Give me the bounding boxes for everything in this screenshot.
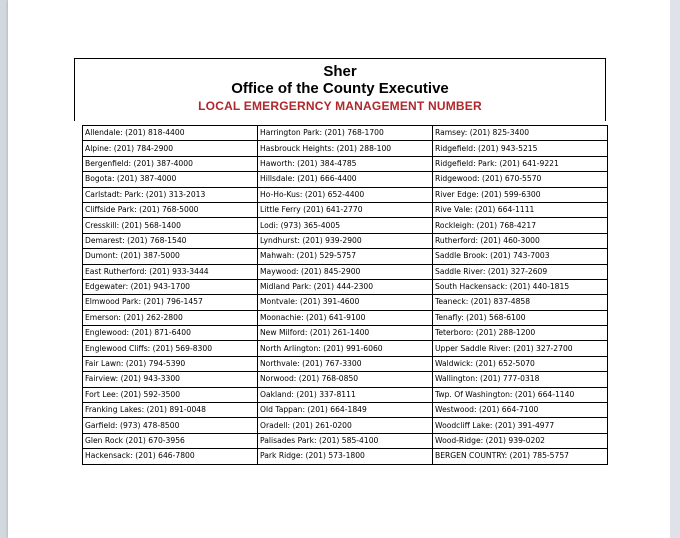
contact-cell: Teterboro: (201) 288-1200 — [433, 326, 608, 341]
table-row — [83, 387, 608, 402]
viewer-right-gutter — [670, 0, 680, 538]
contact-cell: Waldwick: (201) 652-5070 — [433, 356, 608, 371]
contact-cell: Rive Vale: (201) 664-1111 — [433, 202, 608, 217]
contact-cell: Alpine: (201) 784-2900 — [83, 141, 258, 156]
table-row — [83, 433, 608, 448]
contact-cell: Montvale: (201) 391-4600 — [258, 295, 433, 310]
contact-cell: Norwood: (201) 768-0850 — [258, 372, 433, 387]
header-subtitle: LOCAL EMERGERNCY MANAGEMENT NUMBER — [198, 99, 482, 113]
contact-cell: Ho-Ho-Kus: (201) 652-4400 — [258, 187, 433, 202]
contact-cell: Oradell: (201) 261-0200 — [258, 418, 433, 433]
contact-cell: Fort Lee: (201) 592-3500 — [83, 387, 258, 402]
contact-cell: Cliffside Park: (201) 768-5000 — [83, 202, 258, 217]
contact-cell: Ramsey: (201) 825-3400 — [433, 126, 608, 141]
table-row — [83, 403, 608, 418]
contact-cell: Emerson: (201) 262-2800 — [83, 310, 258, 325]
contact-cell: Woodcliff Lake: (201) 391-4977 — [433, 418, 608, 433]
table-row — [83, 449, 608, 464]
contact-cell: Teaneck: (201) 837-4858 — [433, 295, 608, 310]
table-row — [83, 356, 608, 371]
contact-cell: East Rutherford: (201) 933-3444 — [83, 264, 258, 279]
contact-cell: Cresskill: (201) 568-1400 — [83, 218, 258, 233]
contact-cell: Lodi: (973) 365-4005 — [258, 218, 433, 233]
table-row — [83, 187, 608, 202]
table-row — [83, 310, 608, 325]
contact-cell: Tenafly: (201) 568-6100 — [433, 310, 608, 325]
table-row — [83, 202, 608, 217]
table-row — [83, 233, 608, 248]
contact-cell: Rockleigh: (201) 768-4217 — [433, 218, 608, 233]
contact-cell: Wood-Ridge: (201) 939-0202 — [433, 433, 608, 448]
contact-cell: Lyndhurst: (201) 939-2900 — [258, 233, 433, 248]
contact-cell: Midland Park: (201) 444-2300 — [258, 279, 433, 294]
contact-cell: Ridgefield: (201) 943-5215 — [433, 141, 608, 156]
table-row — [83, 126, 608, 141]
table-row — [83, 372, 608, 387]
contact-cell: Rutherford: (201) 460-3000 — [433, 233, 608, 248]
table-row — [83, 279, 608, 294]
contact-cell: Englewood: (201) 871-6400 — [83, 326, 258, 341]
contact-cell: Palisades Park: (201) 585-4100 — [258, 433, 433, 448]
contact-cell: Mahwah: (201) 529-5757 — [258, 249, 433, 264]
header-name: Sher — [323, 63, 357, 80]
contact-cell: Haworth: (201) 384-4785 — [258, 156, 433, 171]
contact-cell: Westwood: (201) 664-7100 — [433, 403, 608, 418]
contact-cell: Upper Saddle River: (201) 327-2700 — [433, 341, 608, 356]
contact-cell: Glen Rock (201) 670-3956 — [83, 433, 258, 448]
contact-cell: BERGEN COUNTRY: (201) 785-5757 — [433, 449, 608, 464]
contact-cell: Franking Lakes: (201) 891-0048 — [83, 403, 258, 418]
contact-cell: Park Ridge: (201) 573-1800 — [258, 449, 433, 464]
contact-cell: Englewood Cliffs: (201) 569-8300 — [83, 341, 258, 356]
table-row — [83, 264, 608, 279]
contact-cell: Twp. Of Washington: (201) 664-1140 — [433, 387, 608, 402]
contact-cell: Fair Lawn: (201) 794-5390 — [83, 356, 258, 371]
contact-cell: South Hackensack: (201) 440-1815 — [433, 279, 608, 294]
table-row — [83, 218, 608, 233]
contact-cell: Northvale: (201) 767-3300 — [258, 356, 433, 371]
contact-cell: Ridgewood: (201) 670-5570 — [433, 172, 608, 187]
contact-cell: Bogota: (201) 387-4000 — [83, 172, 258, 187]
table-row — [83, 141, 608, 156]
contact-cell: Oakland: (201) 337-8111 — [258, 387, 433, 402]
contact-cell: Hackensack: (201) 646-7800 — [83, 449, 258, 464]
table-row — [83, 341, 608, 356]
table-row — [83, 418, 608, 433]
contact-cell: Saddle River: (201) 327-2609 — [433, 264, 608, 279]
contact-cell: Old Tappan: (201) 664-1849 — [258, 403, 433, 418]
contact-cell: Garfield: (973) 478-8500 — [83, 418, 258, 433]
contact-cell: Demarest: (201) 768-1540 — [83, 233, 258, 248]
contact-cell: Carlstadt: Park: (201) 313-2013 — [83, 187, 258, 202]
document-header — [74, 58, 606, 121]
emergency-contacts-table — [82, 125, 608, 465]
table-row — [83, 326, 608, 341]
contact-cell: North Arlington: (201) 991-6060 — [258, 341, 433, 356]
table-row — [83, 249, 608, 264]
contact-cell: Moonachie: (201) 641-9100 — [258, 310, 433, 325]
contact-cell: Saddle Brook: (201) 743-7003 — [433, 249, 608, 264]
contact-cell: Fairview: (201) 943-3300 — [83, 372, 258, 387]
table-row — [83, 172, 608, 187]
contact-cell: Allendale: (201) 818-4400 — [83, 126, 258, 141]
contact-cell: Ridgefield: Park: (201) 641-9221 — [433, 156, 608, 171]
table-row — [83, 156, 608, 171]
table-row — [83, 295, 608, 310]
contact-cell: Dumont: (201) 387-5000 — [83, 249, 258, 264]
contact-cell: Little Ferry (201) 641-2770 — [258, 202, 433, 217]
contact-cell: Edgewater: (201) 943-1700 — [83, 279, 258, 294]
contact-cell: Harrington Park: (201) 768-1700 — [258, 126, 433, 141]
header-office: Office of the County Executive — [231, 80, 449, 97]
contact-cell: Bergenfield: (201) 387-4000 — [83, 156, 258, 171]
contact-cell: New Milford: (201) 261-1400 — [258, 326, 433, 341]
contact-cell: River Edge: (201) 599-6300 — [433, 187, 608, 202]
contact-cell: Maywood: (201) 845-2900 — [258, 264, 433, 279]
contact-cell: Hillsdale: (201) 666-4400 — [258, 172, 433, 187]
contact-cell: Elmwood Park: (201) 796-1457 — [83, 295, 258, 310]
contact-cell: Hasbrouck Heights: (201) 288-100 — [258, 141, 433, 156]
contact-cell: Wallington: (201) 777-0318 — [433, 372, 608, 387]
